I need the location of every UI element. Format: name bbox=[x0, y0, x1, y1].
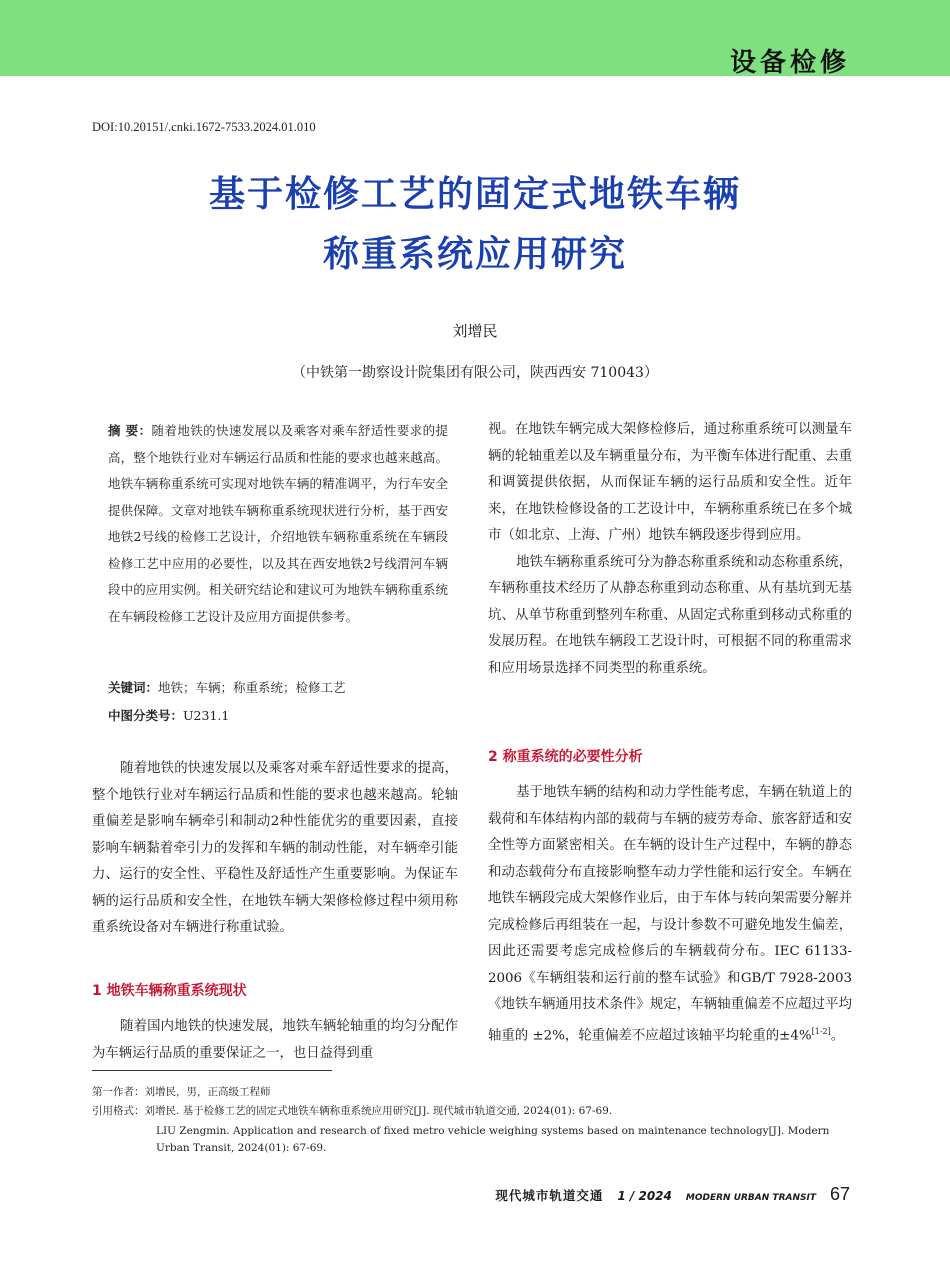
left-column-intro bbox=[92, 756, 458, 942]
citation-en: LIU Zengmin. Application and research of fixed metro vehicle weighing systems based on maintenance technology[J]. Modern Urban Transit, 2024(01): 67-69. bbox=[156, 1125, 830, 1154]
abstract-text: 随着地铁的快速发展以及乘客对乘车舒适性要求的提高，整个地铁行业对车辆运行品质和性能的要求也越来越高。地铁车辆称重系统可实现对地铁车辆的精准调平，为行车安全提供保障。文章对地铁车辆称重系统现状进行分析，基于西安地铁2号线的检修工艺设计，介绍地铁车辆称重系统在车辆段检修工艺中应用的必要性，以及其在西安地铁2号线渭河车辆段中的应用实例。相关研究结论和建议可为地铁车辆称重系统在车辆段检修工艺设计及应用方面提供参考。 bbox=[108, 423, 448, 624]
keywords bbox=[108, 678, 346, 696]
section-1-paragraph: 随着国内地铁的快速发展，地铁车辆轮轴重的均匀分配作为车辆运行品质的重要保证之一，也日益得到重 bbox=[92, 1019, 458, 1061]
citation-label: 引用格式： bbox=[92, 1105, 145, 1117]
section-1-heading: 1 地铁车辆称重系统现状 bbox=[92, 983, 247, 999]
section-2-end: 。 bbox=[830, 1027, 845, 1043]
intro-paragraph: 随着地铁的快速发展以及乘客对乘车舒适性要求的提高，整个地铁行业对车辆运行品质和性能的要求也越来越高。轮轴重偏差是影响车辆牵引和制动2种性能优劣的重要因素，直接影响车辆黏着牵引力的发挥和车辆的制动性能，对车辆牵引能力、运行的安全性、平稳性及舒适性产生重要影响。为保证车辆的运行品质和安全性，在地铁车辆大架修检修过程中须用称重系统设备对车辆进行称重试验。 bbox=[92, 761, 458, 935]
keywords-text: 地铁；车辆；称重系统；检修工艺 bbox=[158, 680, 346, 695]
doi: DOI:10.20151/.cnki.1672-7533.2024.01.010 bbox=[92, 120, 316, 134]
weighing-types-paragraph: 地铁车辆称重系统可分为静态称重系统和动态称重系统，车辆称重技术经历了从静态称重到动态称重、从有基坑到无基坑、从单节称重到整列车称重、从固定式称重到移动式称重的发展历程。在地铁车辆段工艺设计时，可根据不同的称重需求和应用场景选择不同类型的称重系统。 bbox=[488, 554, 852, 676]
left-column-section1 bbox=[92, 1014, 458, 1067]
abstract-label: 摘 要： bbox=[108, 423, 152, 438]
author: 刘增民 bbox=[452, 322, 498, 340]
citation-cn-text: 刘增民. 基于检修工艺的固定式地铁车辆称重系统应用研究[J]. 现代城市轨道交通, 2024(01): 67-69. bbox=[144, 1105, 613, 1117]
keywords-label: 关键词： bbox=[108, 680, 159, 695]
section-2-paragraph bbox=[488, 780, 852, 1049]
right-column-top bbox=[488, 417, 852, 682]
section-tag: 设备检修 bbox=[729, 48, 850, 78]
section-2-heading: 2 称重系统的必要性分析 bbox=[488, 749, 643, 765]
clc-label: 中图分类号： bbox=[108, 708, 184, 723]
journal-name-en: MODERN URBAN TRANSIT bbox=[685, 1193, 816, 1203]
clc-number bbox=[108, 706, 229, 724]
right-column-section2 bbox=[488, 780, 852, 1049]
section-2-text: 基于地铁车辆的结构和动力学性能考虑，车辆在轨道上的载荷和车体结构内部的载荷与车辆的疲劳寿命、旅客舒适和安全性等方面紧密相关。在车辆的设计生产过程中，车辆的静态和动态载荷分布直接影响整车动力学性能和运行安全。车辆在地铁车辆段完成大架修作业后，由于车体与转向架需要分解并完成检修后再组装在一起，与设计参数不可避免地发生偏差，因此还需要考虑完成检修后的车辆载荷分布。IEC 61133-2006《车辆组装和运行前的整车试验》和GB/T 7928-2003《地铁车辆通用技术条件》规定，车辆轴重偏差不应超过平均轴重的 ±2%，轮重偏差不应超过该轴平均轮重的±4% bbox=[488, 785, 852, 1043]
continued-paragraph: 视。在地铁车辆完成大架修检修后，通过称重系统可以测量车辆的轮轴重差以及车辆重量分布，为平衡车体进行配重、去重和调簧提供依据，从而保证车辆的运行品质和安全性。近年来，在地铁检修设备的工艺设计中，车辆称重系统已在多个城市（如北京、上海、广州）地铁车辆段逐步得到应用。 bbox=[488, 422, 852, 543]
footnote-rule bbox=[92, 1070, 332, 1071]
clc-text: U231.1 bbox=[183, 708, 230, 723]
first-author-note: 第一作者：刘增民，男，正高级工程师 bbox=[92, 1086, 271, 1098]
page-footer bbox=[495, 1184, 850, 1205]
citation-cn bbox=[92, 1103, 612, 1120]
abstract bbox=[108, 418, 448, 630]
reference-marker: [1-2] bbox=[811, 1026, 831, 1036]
journal-name: 现代城市轨道交通 bbox=[495, 1188, 604, 1203]
title-line-2: 称重系统应用研究 bbox=[322, 233, 627, 275]
issue-number: 1 / 2024 bbox=[617, 1189, 672, 1203]
affiliation: （中铁第一勘察设计院集团有限公司，陕西西安 710043） bbox=[292, 365, 658, 381]
page-number: 67 bbox=[829, 1184, 850, 1204]
title-line-1: 基于检修工艺的固定式地铁车辆 bbox=[208, 173, 741, 215]
